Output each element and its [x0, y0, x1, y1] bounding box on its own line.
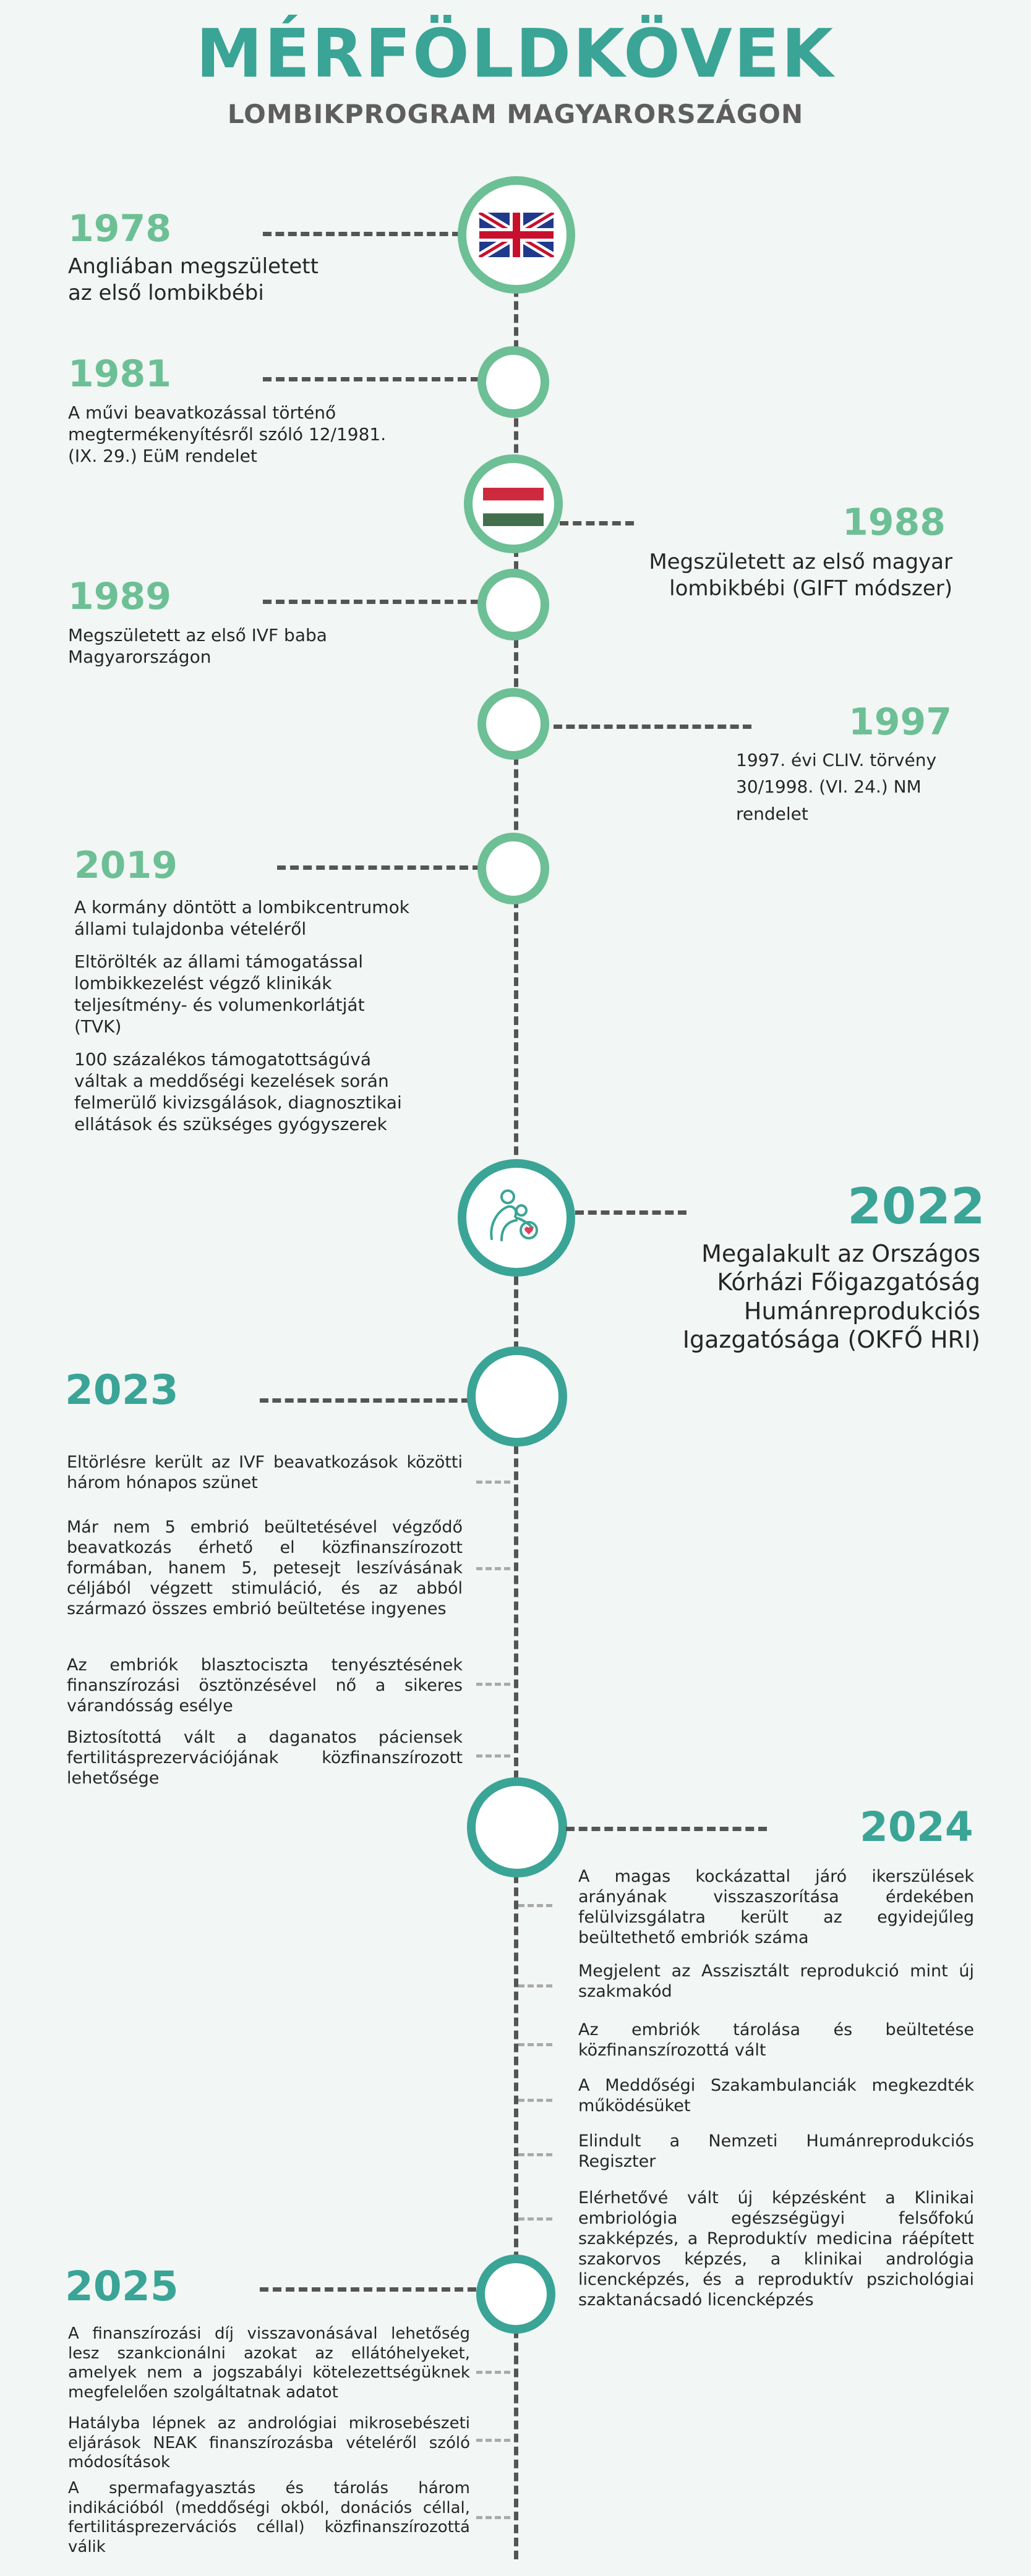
desc-1997-line1: 1997. évi CLIV. törvény — [736, 750, 937, 770]
milestone-1997-circle — [477, 688, 549, 760]
connector-2023 — [260, 1398, 470, 1403]
item-2025-2: Hatályba lépnek az andrológiai mikrosebészeti eljárások NEAK finanszírozásba vételéről szóló módosítások — [68, 2414, 470, 2472]
milestone-2025-circle — [476, 2255, 555, 2334]
milestone-1989-circle — [477, 569, 549, 640]
desc-1978-line2: az első lombikbébi — [68, 280, 264, 305]
tick-2023-2 — [476, 1567, 510, 1570]
milestone-1978-circle — [458, 176, 575, 294]
connector-2024 — [566, 1827, 767, 1831]
desc-2022-l4: Igazgatósága (OKFŐ HRI) — [682, 1326, 980, 1354]
desc-2019-p2-l1: Eltörölték az állami támogatással — [74, 951, 364, 972]
desc-1981-line2: megtermékenyítésről szóló 12/1981. — [68, 424, 387, 444]
year-2019: 2019 — [74, 844, 178, 887]
desc-1981-line3: (IX. 29.) EüM rendelet — [68, 446, 257, 466]
item-2023-2: Már nem 5 embrió beültetésével végződő beavatkozás érhető el közfinanszírozott formában, hanem 5, petesejt leszívásának céljából végzett stimuláció, és az abból származó összes embrió beültetése ingyenes — [67, 1518, 463, 1618]
milestone-2019-circle — [477, 833, 549, 904]
tick-2024-5 — [518, 2153, 552, 2156]
desc-2019-p1 — [74, 896, 409, 940]
tick-2024-2 — [518, 1984, 552, 1987]
item-2023-3: Az embriók blasztociszta tenyésztésének finanszírozási ösztönzésével nő a sikeres várandósság esélye — [67, 1656, 463, 1715]
tick-2025-2 — [476, 2439, 510, 2442]
desc-2019-p1-l2: állami tulajdonba vételéről — [74, 919, 307, 939]
year-2023: 2023 — [65, 1366, 179, 1414]
desc-2022-l3: Humánreprodukciós — [743, 1297, 980, 1325]
year-2022: 2022 — [847, 1178, 985, 1235]
connector-1989 — [263, 600, 479, 604]
page-subtitle: LOMBIKPROGRAM MAGYARORSZÁGON — [227, 99, 804, 129]
item-2025-1: A finanszírozási díj visszavonásával lehetőség lesz szankcionálni azokat az ellátóhelyeket, amelyek nem a jogszabályi kötelezettségüknek megfelelően szolgáltatnak adatot — [68, 2324, 470, 2402]
item-2024-4: A Meddőségi Szakambulanciák megkezdték működésüket — [578, 2076, 974, 2115]
connector-1997 — [554, 725, 751, 729]
item-2023-4: Biztosítottá vált a daganatos páciensek fertilitásprezervációjának közfinanszírozott lehetősége — [67, 1728, 463, 1788]
desc-1988-line1: Megszületett az első magyar — [649, 550, 952, 574]
item-2023-1: Eltörlésre került az IVF beavatkozások közötti három hónapos szünet — [67, 1453, 463, 1492]
desc-1988 — [557, 549, 952, 601]
desc-2019-p1-l1: A kormány döntött a lombikcentrumok — [74, 897, 409, 917]
desc-1981-line1: A művi beavatkozással történő — [68, 402, 336, 423]
desc-1981 — [68, 402, 386, 467]
item-2024-3: Az embriók tárolása és beültetése közfinanszírozottá vált — [578, 2020, 974, 2060]
year-2025: 2025 — [65, 2263, 179, 2310]
desc-2019-p3 — [74, 1048, 409, 1135]
tick-2024-3 — [518, 2043, 552, 2046]
year-2024: 2024 — [860, 1803, 973, 1851]
year-1997: 1997 — [849, 700, 952, 744]
tick-2023-3 — [476, 1683, 510, 1686]
desc-2022-l1: Megalakult az Országos — [701, 1240, 980, 1267]
connector-1978 — [263, 232, 461, 236]
hungary-flag-icon — [483, 488, 544, 526]
desc-2019-p2 — [74, 951, 409, 1037]
desc-2019 — [74, 896, 409, 1135]
tick-2024-4 — [518, 2099, 552, 2102]
uk-flag-icon — [479, 213, 554, 257]
desc-1988-line2: lombikbébi (GIFT módszer) — [669, 576, 952, 601]
desc-2019-p3-l2: váltak a meddőségi kezelések során — [74, 1071, 389, 1091]
milestone-1981-circle — [477, 346, 549, 418]
year-1978: 1978 — [68, 207, 171, 250]
connector-2019 — [277, 865, 481, 870]
desc-2019-p3-l4: ellátások és szükséges gyógyszerek — [74, 1114, 387, 1134]
tick-2023-4 — [476, 1754, 510, 1758]
tick-2023-1 — [476, 1481, 510, 1484]
desc-2019-p2-l2: lombikkezelést végző klinikák — [74, 973, 332, 993]
item-2024-1: A magas kockázattal járó ikerszülések arányának visszaszorítása érdekében felülvizsgálatra került az egyidejűleg beültethető embriók száma — [578, 1867, 974, 1947]
item-2024-5: Elindult a Nemzeti Humánreprodukciós Regiszter — [578, 2132, 974, 2171]
milestone-2024-circle — [467, 1777, 567, 1877]
desc-1978-line1: Angliában megszületett — [68, 254, 319, 279]
desc-2019-p3-l3: felmerülő kivizsgálások, diagnosztikai — [74, 1092, 402, 1113]
connector-2022 — [575, 1210, 687, 1215]
milestone-1988-circle — [464, 454, 563, 553]
connector-1988 — [560, 521, 634, 525]
tick-2025-3 — [476, 2516, 510, 2519]
page-title: MÉRFÖLDKÖVEK — [195, 15, 836, 93]
desc-2022 — [557, 1239, 980, 1354]
desc-2019-p2-l3: teljesítmény- és volumenkorlátját — [74, 995, 365, 1015]
desc-1997 — [618, 747, 980, 827]
item-2024-2: Megjelent az Asszisztált reprodukció mint új szakmakód — [578, 1962, 974, 2001]
tick-2025-1 — [476, 2371, 510, 2374]
year-1989: 1989 — [68, 575, 171, 618]
tick-2024-1 — [518, 1904, 552, 1907]
desc-2019-p3-l1: 100 százalékos támogatottságúvá — [74, 1049, 372, 1069]
desc-1997-line2: 30/1998. (VI. 24.) NM rendelet — [736, 776, 922, 824]
milestone-2023-circle — [467, 1346, 567, 1447]
item-2024-6: Elérhetővé vált új képzésként a Klinikai embriológia egészségügyi felsőfokú szakképzés, a Reproduktív medicina ráépített szakorvos képzés, a klinikai andrológia licencképzés, és a reproduktív pszichológiai szaktanácsadó licencképzés — [578, 2188, 974, 2310]
tick-2024-6 — [518, 2217, 552, 2221]
year-1988: 1988 — [842, 501, 946, 544]
connector-2025 — [260, 2287, 476, 2292]
desc-1989-line2: Magyarországon — [68, 647, 212, 667]
connector-1981 — [263, 377, 479, 381]
desc-1989-line1: Megszületett az első IVF baba — [68, 625, 327, 645]
desc-1989 — [68, 624, 327, 668]
desc-2022-l2: Kórházi Főigazgatóság — [717, 1269, 980, 1296]
desc-2019-p2-l4: (TVK) — [74, 1016, 122, 1037]
desc-1978 — [68, 253, 319, 306]
year-1981: 1981 — [68, 352, 171, 396]
item-2025-3: A spermafagyasztás és tárolás három indikációból (meddőségi okból, donációs céllal, fertilitásprezervációs céllal) közfinanszírozottá válik — [68, 2479, 470, 2557]
mother-baby-heart-icon — [477, 1178, 556, 1257]
